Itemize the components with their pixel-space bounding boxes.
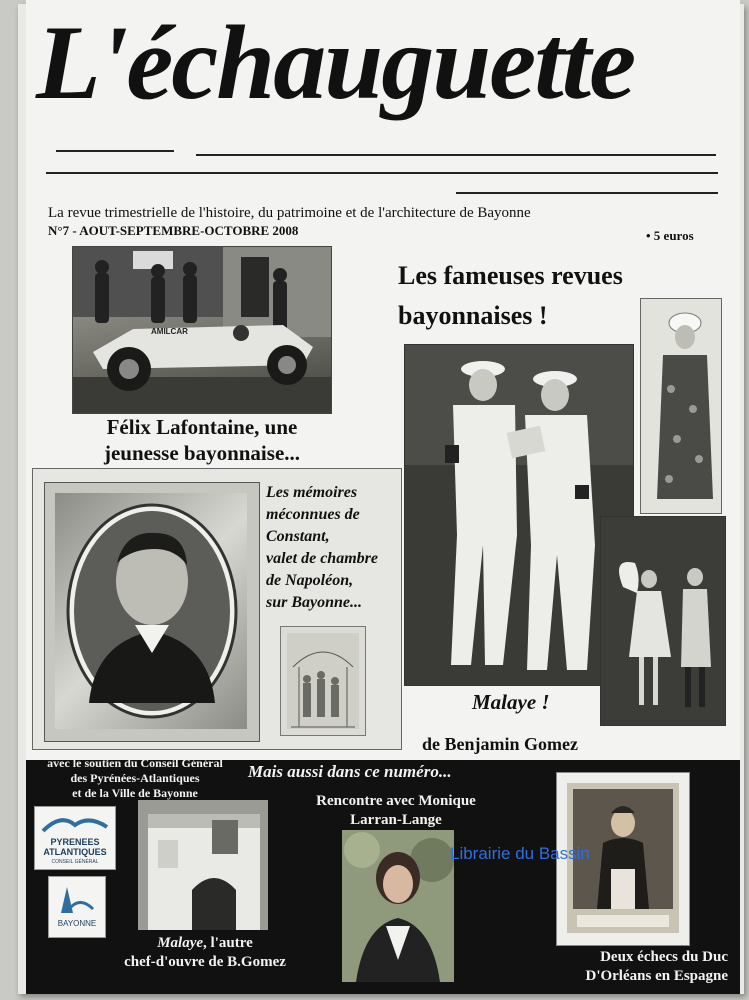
masthead-rule-left — [56, 150, 174, 152]
lafontaine-headline — [70, 414, 334, 466]
mountain-wave-icon — [41, 811, 109, 835]
bookseller-watermark: Librairie du Bassin — [450, 844, 590, 863]
constant-headline: Les mémoires méconnues de Constant, valet de chambre de Napoléon, sur Bayonne... — [266, 484, 378, 611]
duc-orleans-headline: Deux échecs du Duc D'Orléans en Espagne — [585, 949, 728, 984]
main-story-caption: Malaye ! — [472, 690, 550, 714]
two-sailors-illustration — [405, 345, 633, 685]
masthead-rule-middle — [46, 172, 718, 174]
price-label: • 5 euros — [646, 228, 694, 243]
issue-number: N°7 - AOUT-SEPTEMBRE-OCTOBRE 2008 — [48, 223, 299, 238]
masthead-rule-bottom — [456, 192, 718, 194]
portrait-frame — [44, 482, 260, 742]
also-in-issue-title: Mais aussi dans ce numéro... — [248, 762, 452, 781]
main-headline-line1: Les fameuses revues — [398, 261, 623, 290]
car-photo — [72, 246, 332, 414]
masthead-rule-top — [196, 154, 716, 156]
napoleon-valet-portrait — [65, 503, 239, 719]
magazine-subtitle: La revue trimestrielle de l'histoire, du patrimoine et de l'architecture de Bayonne — [48, 205, 531, 221]
magazine-cover — [26, 0, 740, 994]
bayonne-emblem-icon — [57, 883, 97, 917]
angel-performers-photo — [600, 516, 726, 726]
main-story-byline: de Benjamin Gomez — [422, 734, 578, 754]
main-headline-line2: bayonnaises ! — [398, 301, 548, 330]
bayonne-city-logo: BAYONNE — [48, 876, 106, 938]
car-photo-illustration — [73, 247, 331, 413]
engraving-illustration — [280, 626, 366, 736]
support-text: avec le soutien du Conseil Général des Pyrénées-Atlantiques et de la Ville de Bayonne — [47, 756, 223, 800]
lafontaine-headline-line1: Félix Lafontaine, une — [106, 415, 298, 439]
malaye-feature-caption: Malaye, l'autre chef-d'ouvre de B.Gomez — [124, 935, 286, 970]
car-plate-text: AMILCAR — [151, 327, 188, 336]
masthead-title: L'échauguette — [36, 4, 635, 121]
monique-larran-lange-photo — [342, 830, 454, 982]
pyrenees-atlantiques-logo: PYRENEES ATLANTIQUES CONSEIL GÉNÉRAL — [34, 806, 116, 870]
lafontaine-headline-line2: jeunesse bayonnaise... — [103, 441, 301, 465]
rencontre-headline: Rencontre avec Monique Larran-Lange — [316, 793, 476, 828]
building-photo — [138, 800, 268, 930]
woman-costume-photo — [640, 298, 722, 514]
